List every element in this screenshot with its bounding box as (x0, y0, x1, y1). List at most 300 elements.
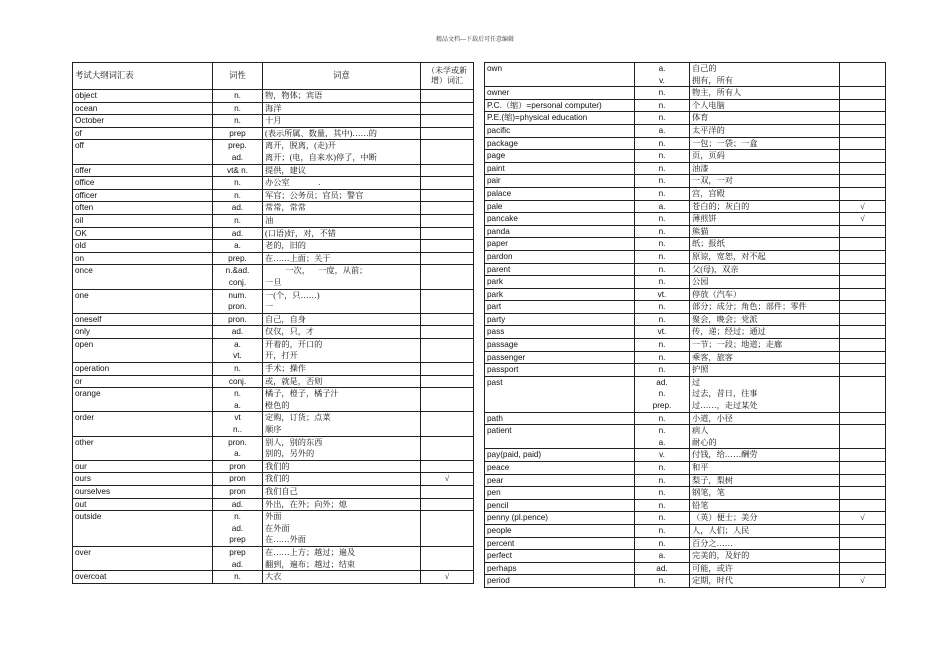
word-cell: pay(paid, paid) (485, 449, 635, 462)
meaning-cell (690, 562, 840, 575)
pos-line: ad. (656, 563, 668, 573)
table-body-right (485, 63, 886, 588)
pos-line: a. (234, 449, 241, 459)
table-row (73, 473, 474, 486)
note-cell (840, 364, 886, 377)
table-row (485, 175, 886, 188)
pos-line: a. (658, 437, 666, 447)
word-cell: paper (485, 238, 635, 251)
table-row (73, 326, 474, 339)
pos-line: n. (234, 178, 241, 188)
pos-cell (635, 99, 690, 112)
pos-line: n. (658, 314, 666, 324)
meaning-cell (690, 313, 840, 326)
pos-cell (635, 301, 690, 314)
pos-line: ad. (231, 203, 244, 213)
pos-line: ad. (231, 327, 244, 337)
table-row (73, 412, 474, 436)
note-cell (421, 227, 474, 240)
pos-cell (213, 265, 263, 289)
pos-cell (635, 313, 690, 326)
word-cell: passenger (485, 351, 635, 364)
note-cell (421, 289, 474, 313)
meaning-line: 钢笔，笔 (692, 488, 725, 498)
table-row (485, 301, 886, 314)
word-cell: page (485, 150, 635, 163)
pos-line: n. (234, 572, 241, 582)
pos-line: ad. (231, 152, 244, 162)
meaning-line: 体育 (692, 113, 709, 123)
word-cell: over (73, 546, 213, 570)
note-cell (421, 214, 474, 227)
meaning-cell (690, 225, 840, 238)
meaning-cell (690, 339, 840, 352)
table-row (485, 124, 886, 137)
pos-cell (213, 202, 263, 215)
note-cell (840, 250, 886, 263)
meaning-line: 橘子，橙子，橘子汁 (265, 389, 339, 399)
pos-cell (213, 289, 263, 313)
meaning-cell (690, 425, 840, 449)
note-cell (421, 511, 474, 547)
table-row (485, 364, 886, 377)
note-cell (421, 164, 474, 177)
pos-line: prep (229, 128, 246, 138)
pos-cell (213, 140, 263, 164)
pos-line: n. (658, 113, 666, 123)
table-row (485, 449, 886, 462)
pos-line: n. (658, 226, 666, 236)
meaning-line: 外面 (265, 512, 282, 522)
header-note: （未学或新增）词汇 (421, 63, 474, 90)
pos-line: n. (658, 176, 666, 186)
header-pos: 词性 (213, 63, 263, 90)
meaning-line: 百分之…… (692, 538, 733, 548)
table-row (485, 537, 886, 550)
meaning-cell (690, 550, 840, 563)
meaning-cell (263, 289, 421, 313)
note-cell (421, 486, 474, 499)
pos-cell (635, 412, 690, 425)
meaning-line: （英）便士；美分 (692, 513, 758, 523)
note-cell (840, 162, 886, 175)
pos-line: n. (658, 264, 666, 274)
table-row (485, 412, 886, 425)
table-row (485, 238, 886, 251)
note-cell (421, 412, 474, 436)
word-cell: pacific (485, 124, 635, 137)
meaning-cell (263, 252, 421, 265)
meaning-line: 别的，另外的 (265, 449, 315, 459)
meaning-line: 大衣 (265, 572, 282, 582)
meaning-line: 我们自己 (265, 487, 298, 496)
meaning-cell (690, 99, 840, 112)
meaning-cell (690, 524, 840, 537)
note-cell (421, 177, 474, 190)
note-cell (421, 265, 474, 289)
pos-cell (635, 462, 690, 475)
meaning-cell (263, 326, 421, 339)
page-header-note: 精品文档---下载后可任意编辑 (436, 37, 514, 43)
pos-cell (213, 412, 263, 436)
pos-cell (635, 376, 690, 412)
pos-cell (213, 363, 263, 376)
table-row (485, 313, 886, 326)
meaning-cell (263, 460, 421, 473)
pos-line: prep (229, 535, 246, 545)
word-cell: or (73, 375, 213, 388)
meaning-line: 开着的，开口的 (265, 339, 323, 349)
note-cell (421, 240, 474, 253)
table-row (485, 162, 886, 175)
word-cell: overcoat (73, 571, 213, 584)
table-row (73, 436, 474, 460)
vocab-table-left (72, 62, 474, 584)
meaning-line: 顺序 (265, 425, 282, 435)
pos-cell (635, 225, 690, 238)
table-row (73, 338, 474, 362)
note-cell (840, 225, 886, 238)
pos-line: n. (234, 91, 241, 100)
note-cell (421, 363, 474, 376)
meaning-line: 乘客，旅客 (692, 352, 733, 362)
meaning-line: 一旦 (265, 277, 282, 287)
pos-cell (635, 187, 690, 200)
pos-cell (213, 498, 263, 511)
pos-line: n. (234, 512, 241, 522)
note-cell (421, 436, 474, 460)
pos-cell (635, 512, 690, 525)
word-cell: package (485, 137, 635, 150)
table-row (485, 575, 886, 588)
meaning-line: 或，就是，否则 (265, 376, 323, 386)
word-cell: own (485, 63, 635, 87)
table-row (485, 474, 886, 487)
meaning-cell (690, 351, 840, 364)
meaning-line: 可能，或许 (692, 563, 733, 573)
table-row (485, 250, 886, 263)
pos-line: pron (229, 461, 246, 471)
meaning-cell (263, 571, 421, 584)
note-cell: √ (840, 575, 886, 588)
pos-line: ad. (231, 559, 244, 569)
table-row (485, 288, 886, 301)
meaning-line: 部分；成分；角色；部件；零件 (692, 302, 807, 312)
pos-line: n. (658, 352, 666, 362)
note-cell (421, 189, 474, 202)
pos-line: v. (659, 450, 665, 460)
word-cell: period (485, 575, 635, 588)
meaning-line: 常常，常常 (265, 203, 306, 213)
meaning-line: 一双，一对 (692, 176, 733, 186)
meaning-cell (690, 87, 840, 100)
word-cell: outside (73, 511, 213, 547)
pos-line: n. (658, 576, 666, 586)
table-row (73, 102, 474, 115)
meaning-cell (690, 376, 840, 412)
meaning-cell (263, 436, 421, 460)
table-row (485, 200, 886, 213)
meaning-cell (263, 546, 421, 570)
meaning-line: 耐心的 (692, 437, 717, 447)
meaning-cell (263, 202, 421, 215)
meaning-line: 十月 (265, 116, 282, 126)
note-cell (840, 63, 886, 87)
word-cell: pear (485, 474, 635, 487)
word-cell: patient (485, 425, 635, 449)
pos-cell (213, 127, 263, 140)
word-cell: P.C.（缩）=personal computer) (485, 99, 635, 112)
pos-cell (635, 537, 690, 550)
meaning-line: (表示所属、数量，其中)……的 (265, 128, 377, 138)
word-cell: peace (485, 462, 635, 475)
pos-line: a. (658, 64, 666, 73)
pos-cell (635, 137, 690, 150)
meaning-line: 我们的 (265, 461, 290, 471)
pos-cell (635, 351, 690, 364)
pos-cell (635, 562, 690, 575)
meaning-cell (263, 102, 421, 115)
pos-cell (213, 511, 263, 547)
pos-line: prep (229, 547, 246, 557)
word-cell: once (73, 265, 213, 289)
table-row (73, 388, 474, 412)
note-cell (840, 339, 886, 352)
meaning-line: 小道，小径 (692, 413, 733, 423)
pos-line: num. (228, 290, 247, 300)
note-cell (421, 375, 474, 388)
meaning-cell (690, 150, 840, 163)
pos-line: n. (234, 364, 241, 374)
table-row (485, 512, 886, 525)
pos-line: a. (658, 201, 666, 211)
word-cell: offer (73, 164, 213, 177)
note-cell (421, 140, 474, 164)
table-row (485, 112, 886, 125)
meaning-cell (263, 189, 421, 202)
meaning-line: 开，打开 (265, 351, 298, 361)
table-row (73, 511, 474, 547)
pos-line: vt. (233, 351, 242, 361)
pos-cell (213, 313, 263, 326)
pos-cell (635, 150, 690, 163)
pos-line: vt. (657, 327, 667, 337)
meaning-line: 外出，在外；向外；熄 (265, 499, 347, 509)
meaning-cell (690, 124, 840, 137)
meaning-line: 和平 (692, 463, 709, 472)
word-cell: old (73, 240, 213, 253)
meaning-cell (690, 263, 840, 276)
word-cell: pair (485, 175, 635, 188)
note-cell (840, 474, 886, 487)
table-row (485, 499, 886, 512)
table-row (485, 87, 886, 100)
pos-cell (213, 436, 263, 460)
table-row (73, 252, 474, 265)
pos-line: n. (234, 116, 241, 126)
pos-line: prep. (652, 401, 672, 411)
pos-cell (635, 499, 690, 512)
meaning-cell (263, 127, 421, 140)
note-cell: √ (421, 571, 474, 584)
pos-cell (213, 546, 263, 570)
word-cell: other (73, 436, 213, 460)
meaning-line: 纸；报纸 (692, 239, 725, 249)
pos-line: pron. (228, 302, 247, 312)
note-cell (421, 115, 474, 128)
word-cell: pass (485, 326, 635, 339)
note-cell (840, 412, 886, 425)
word-cell: part (485, 301, 635, 314)
note-cell (421, 252, 474, 265)
word-cell: passport (485, 364, 635, 377)
word-cell: October (73, 115, 213, 128)
meaning-line: 人，人们；人民 (692, 525, 750, 535)
meaning-line: 自己，自身 (265, 314, 306, 324)
meaning-cell (690, 487, 840, 500)
meaning-line: 付钱，给……酬劳 (692, 450, 758, 460)
meaning-cell (263, 214, 421, 227)
meaning-line: 手术；操作 (265, 364, 306, 374)
pos-line: ad. (231, 499, 244, 509)
pos-line: n. (658, 513, 666, 523)
note-cell (840, 175, 886, 188)
meaning-cell (263, 313, 421, 326)
pos-line: n. (658, 188, 666, 198)
word-cell: order (73, 412, 213, 436)
pos-line: n. (234, 190, 241, 200)
note-cell (421, 338, 474, 362)
meaning-line: 薄煎饼 (692, 214, 717, 224)
pos-line: n. (658, 463, 666, 472)
table-row (73, 375, 474, 388)
meaning-cell (690, 301, 840, 314)
note-cell (840, 263, 886, 276)
meaning-line: 公园 (692, 277, 709, 287)
pos-cell (635, 213, 690, 226)
pos-line: n. (234, 215, 241, 225)
word-cell: percent (485, 537, 635, 550)
note-cell (421, 460, 474, 473)
note-cell (840, 313, 886, 326)
pos-cell (635, 87, 690, 100)
meaning-cell (690, 187, 840, 200)
pos-cell (635, 276, 690, 289)
meaning-cell (690, 175, 840, 188)
word-cell: of (73, 127, 213, 140)
pos-cell (635, 200, 690, 213)
pos-cell (213, 460, 263, 473)
pos-cell (213, 388, 263, 412)
meaning-cell (690, 449, 840, 462)
meaning-line: 过……，走过某处 (692, 401, 758, 411)
note-cell (421, 388, 474, 412)
meaning-line: 完美的，及好的 (692, 551, 750, 561)
word-cell: on (73, 252, 213, 265)
note-cell: √ (840, 200, 886, 213)
note-cell (840, 376, 886, 412)
note-cell (840, 87, 886, 100)
table-row (73, 202, 474, 215)
word-cell: passage (485, 339, 635, 352)
pos-cell (213, 338, 263, 362)
meaning-line: 梨子，梨树 (692, 475, 733, 485)
note-cell (421, 498, 474, 511)
table-row (73, 189, 474, 202)
pos-line: n. (658, 302, 666, 312)
pos-cell (213, 473, 263, 486)
meaning-line: 物，物体；宾语 (265, 91, 323, 100)
table-row (73, 498, 474, 511)
note-cell (840, 537, 886, 550)
pos-line: conj. (228, 277, 247, 287)
pos-line: a. (658, 125, 666, 135)
pos-cell (635, 263, 690, 276)
meaning-line: 离开，脱离，(走)开 (265, 141, 336, 151)
meaning-line: 原谅，宽恕，对不起 (692, 251, 766, 261)
meaning-cell (690, 462, 840, 475)
meaning-cell (263, 412, 421, 436)
meaning-line: 一节；一段；地道；走廊 (692, 340, 783, 350)
table-row (73, 164, 474, 177)
pos-line: v. (659, 75, 665, 85)
pos-line: a. (234, 400, 241, 410)
pos-line: n. (658, 488, 666, 498)
pos-line: n. (658, 239, 666, 249)
word-cell: parent (485, 263, 635, 276)
word-cell: pale (485, 200, 635, 213)
meaning-line: 一包；一袋；一盒 (692, 138, 758, 148)
meaning-line: 在……上方；越过；遍及 (265, 547, 356, 557)
meaning-line: 橙色的 (265, 400, 290, 410)
meaning-cell (263, 486, 421, 499)
meaning-cell (690, 112, 840, 125)
word-cell: our (73, 460, 213, 473)
table-row (485, 263, 886, 276)
meaning-cell (263, 363, 421, 376)
table-row (485, 63, 886, 87)
pos-cell (635, 250, 690, 263)
note-cell (840, 276, 886, 289)
pos-line: n. (658, 538, 666, 548)
note-cell (840, 487, 886, 500)
note-cell (840, 524, 886, 537)
vocab-table-right (484, 62, 886, 588)
table-row (73, 313, 474, 326)
meaning-cell (263, 511, 421, 547)
meaning-line: 别人，别的东西 (265, 437, 323, 447)
meaning-line: 聚会，晚会；党派 (692, 314, 758, 324)
pos-cell (213, 90, 263, 103)
table-row (73, 90, 474, 103)
meaning-cell (690, 213, 840, 226)
pos-cell (635, 238, 690, 251)
pos-cell (213, 227, 263, 240)
meaning-cell (263, 375, 421, 388)
table-row (485, 276, 886, 289)
word-cell: park (485, 276, 635, 289)
table-row (485, 137, 886, 150)
word-cell: OK (73, 227, 213, 240)
note-cell (421, 546, 474, 570)
note-cell (840, 562, 886, 575)
pos-line: n. (658, 151, 666, 161)
meaning-cell (263, 498, 421, 511)
pos-cell (635, 550, 690, 563)
meaning-line: 定购，订货；点菜 (265, 413, 331, 423)
word-cell: operation (73, 363, 213, 376)
word-cell: open (73, 338, 213, 362)
